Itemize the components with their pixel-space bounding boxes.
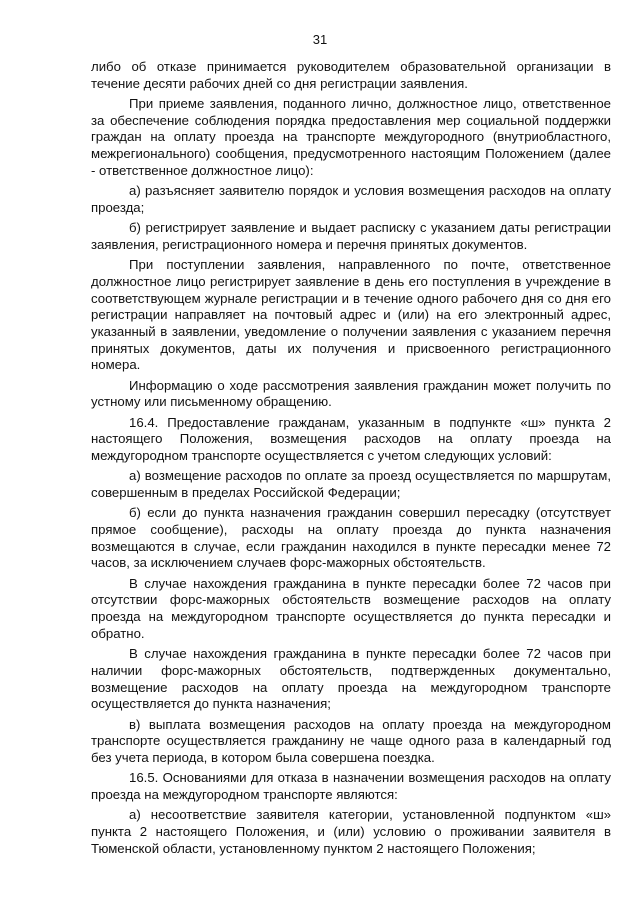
- paragraph: б) если до пункта назначения гражданин совершил пересадку (отсутствует прямое сообщение), расходы на оплату проезда до пункта назначения возмещаются в случае, если гражданин находился в пункте пересадки менее 72 часов, за исключением случаев форс-мажорных обстоятельств.: [91, 505, 611, 571]
- paragraph: б) регистрирует заявление и выдает расписку с указанием даты регистрации заявления, регистрационного номера и перечня принятых документов.: [91, 220, 611, 252]
- paragraph: 16.5. Основаниями для отказа в назначении возмещения расходов на оплату проезда на междугородном транспорте являются:: [91, 770, 611, 802]
- paragraph: либо об отказе принимается руководителем образовательной организации в течение десяти рабочих дней со дня регистрации заявления.: [91, 59, 611, 91]
- paragraph: Информацию о ходе рассмотрения заявления гражданин может получить по устному или письменному обращению.: [91, 377, 611, 410]
- document-body: [91, 59, 611, 861]
- paragraph: 16.4. Предоставление гражданам, указанным в подпункте «ш» пункта 2 настоящего Положения, возмещения расходов на оплату проезда на междугородном транспорте осуществляется с учетом следующих условий:: [91, 414, 611, 464]
- paragraph: В случае нахождения гражданина в пункте пересадки более 72 часов при отсутствии форс-мажорных обстоятельств возмещение расходов на оплату проезда на междугородном транспорте осуществляется до пункта пересадки и обратно.: [91, 575, 611, 641]
- paragraph: При приеме заявления, поданного лично, должностное лицо, ответственное за обеспечение соблюдения порядка предоставления мер социальной поддержки граждан на оплату проезда на транспорте междугородного (внутриобластного, межрегионального) сообщения, предусмотренного настоящим Положением (далее - ответственное должностное лицо):: [91, 96, 611, 178]
- paragraph: При поступлении заявления, направленного по почте, ответственное должностное лицо регистрирует заявление в день его поступления в учреждение в соответствующем журнале регистрации и в течение одного рабочего дня со дня его регистрации направляет на почтовый адрес и (или) на его электронный адрес, указанный в заявлении, уведомление о получении заявления с указанием перечня принятых документов, даты их получения и присвоенного регистрационного номера.: [91, 257, 611, 373]
- paragraph: а) несоответствие заявителя категории, установленной подпунктом «ш» пункта 2 настоящего Положения, и (или) условию о проживании заявителя в Тюменской области, установленному пунктом 2 настоящего Положения;: [91, 807, 611, 856]
- paragraph: в) выплата возмещения расходов на оплату проезда на междугородном транспорте осуществляется гражданину не чаще одного раза в календарный год без учета периода, в котором была совершена поездка.: [91, 716, 611, 765]
- page-number: 31: [312, 32, 328, 47]
- paragraph: а) разъясняет заявителю порядок и условия возмещения расходов на оплату проезда;: [91, 183, 611, 215]
- paragraph: а) возмещение расходов по оплате за проезд осуществляется по маршрутам, совершенным в пределах Российской Федерации;: [91, 468, 611, 501]
- paragraph: В случае нахождения гражданина в пункте пересадки более 72 часов при наличии форс-мажорных обстоятельств, подтвержденных документально, возмещение расходов на оплату проезда на междугородном транспорте осуществляется до пункта назначения;: [91, 646, 611, 712]
